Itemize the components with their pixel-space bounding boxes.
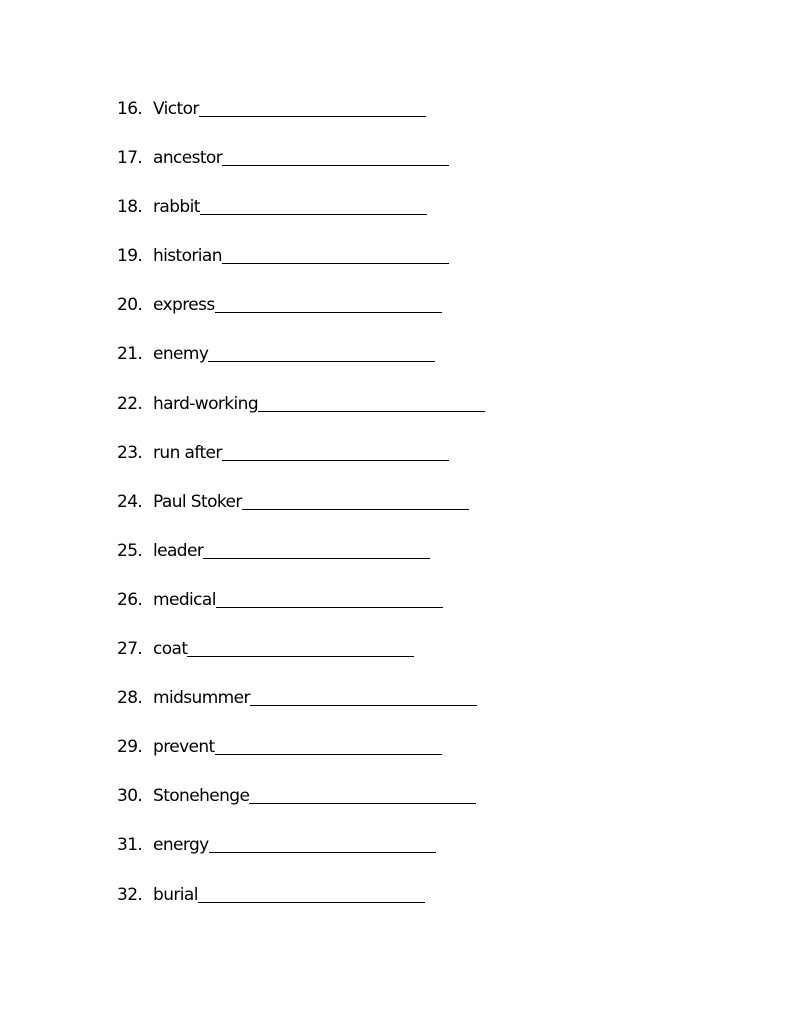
answer-blank[interactable] — [222, 145, 449, 166]
answer-blank[interactable] — [209, 832, 436, 853]
answer-blank[interactable] — [242, 489, 469, 510]
answer-blank[interactable] — [258, 391, 485, 412]
answer-blank[interactable] — [200, 194, 427, 215]
item-word: run after — [153, 442, 222, 463]
item-word: enemy — [153, 344, 209, 365]
answer-blank[interactable] — [198, 882, 425, 903]
item-word: historian — [153, 246, 222, 267]
list-item — [117, 96, 485, 145]
item-number: 23. — [117, 442, 143, 463]
answer-blank[interactable] — [208, 341, 435, 362]
item-word: burial — [153, 884, 198, 905]
answer-blank[interactable] — [249, 783, 476, 804]
answer-blank[interactable] — [187, 636, 414, 657]
item-number: 17. — [117, 148, 143, 169]
list-item — [117, 882, 485, 931]
list-item — [117, 734, 485, 783]
list-item — [117, 391, 485, 440]
list-item — [117, 783, 485, 832]
item-word: Victor — [153, 99, 199, 119]
list-item — [117, 292, 485, 341]
item-number: 31. — [117, 835, 143, 856]
item-number: 29. — [117, 737, 143, 758]
item-word: prevent — [153, 737, 215, 758]
item-number: 24. — [117, 491, 143, 512]
answer-blank[interactable] — [215, 734, 442, 755]
list-item — [117, 636, 485, 685]
vocabulary-list — [117, 96, 485, 931]
item-number: 18. — [117, 197, 143, 218]
item-word: express — [153, 295, 215, 316]
list-item — [117, 538, 485, 587]
answer-blank[interactable] — [216, 587, 443, 608]
item-word: ancestor — [153, 148, 223, 169]
item-number: 27. — [117, 639, 143, 660]
list-item — [117, 194, 485, 243]
item-word: coat — [153, 639, 188, 660]
answer-blank[interactable] — [222, 243, 449, 264]
item-word: hard-working — [153, 393, 259, 414]
item-word: medical — [153, 589, 216, 610]
item-number: 20. — [117, 295, 143, 316]
item-number: 30. — [117, 786, 143, 807]
answer-blank[interactable] — [222, 440, 449, 461]
list-item — [117, 243, 485, 292]
answer-blank[interactable] — [250, 685, 477, 706]
item-number: 26. — [117, 589, 143, 610]
list-item — [117, 832, 485, 881]
item-word: rabbit — [153, 197, 200, 218]
item-word: Stonehenge — [153, 786, 250, 807]
list-item — [117, 685, 485, 734]
list-item — [117, 587, 485, 636]
item-number: 25. — [117, 540, 143, 561]
answer-blank[interactable] — [215, 292, 442, 313]
list-item — [117, 489, 485, 538]
item-number: 22. — [117, 393, 143, 414]
item-word: energy — [153, 835, 209, 856]
item-number: 16. — [117, 99, 143, 119]
item-number: 28. — [117, 688, 143, 709]
list-item — [117, 440, 485, 489]
item-word: Paul Stoker — [153, 491, 242, 512]
item-word: leader — [153, 540, 204, 561]
item-number: 32. — [117, 884, 143, 905]
item-word: midsummer — [153, 688, 250, 709]
list-item — [117, 145, 485, 194]
item-number: 19. — [117, 246, 143, 267]
answer-blank[interactable] — [199, 96, 426, 117]
list-item — [117, 341, 485, 390]
item-number: 21. — [117, 344, 143, 365]
answer-blank[interactable] — [203, 538, 430, 559]
